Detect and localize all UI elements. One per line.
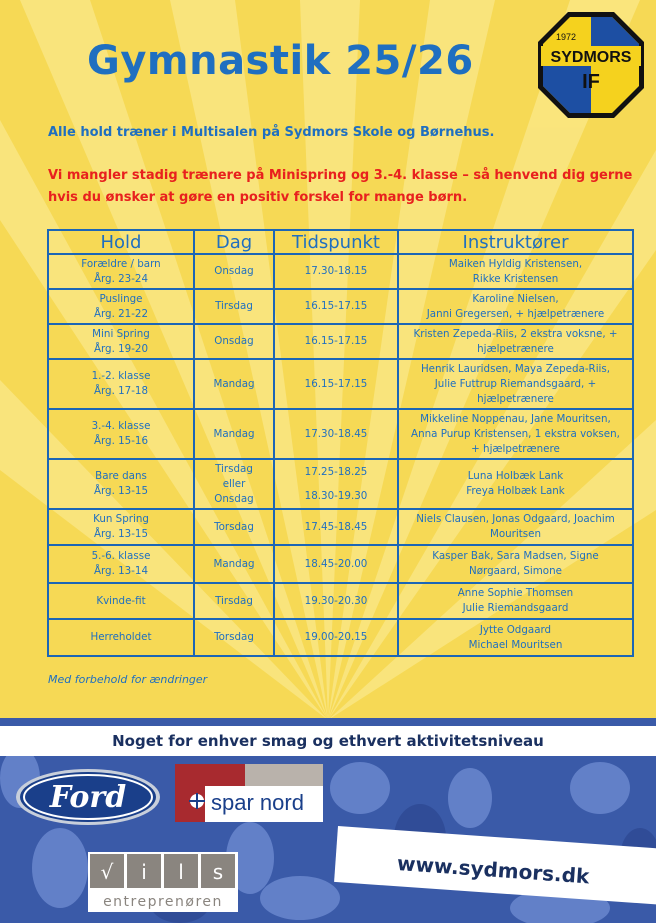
hold-line: Årg. 13-14 bbox=[93, 565, 149, 577]
tid-line: 17.45-18.45 bbox=[304, 520, 368, 533]
disclaimer: Med forbehold for ændringer bbox=[48, 673, 208, 686]
dag-line: Mandag bbox=[213, 557, 255, 570]
cell-hold bbox=[48, 545, 194, 583]
cell-hold bbox=[48, 289, 194, 324]
footer bbox=[0, 718, 656, 923]
hold-line: Årg. 17-18 bbox=[93, 385, 149, 397]
instr-line: Janni Gregersen, + hjælpetrænere bbox=[426, 307, 605, 320]
dag-line: Tirsdag bbox=[215, 462, 253, 475]
ford-logo bbox=[14, 767, 162, 827]
instr-line: Henrik Lauridsen, Maya Zepeda-Riis, bbox=[420, 362, 611, 375]
instr-line: Julie Riemandsgaard bbox=[462, 602, 569, 614]
vils-entreprenoren-logo bbox=[88, 852, 238, 912]
hold-line: 3.-4. klasse bbox=[91, 420, 151, 432]
cell-dag bbox=[194, 619, 274, 656]
cell-instr bbox=[398, 409, 633, 459]
schedule-header-row bbox=[48, 230, 633, 254]
vils-letter-2: i bbox=[141, 860, 147, 884]
cell-dag bbox=[194, 545, 274, 583]
hold-line: Herreholdet bbox=[90, 631, 152, 643]
cell-instr bbox=[398, 324, 633, 359]
instr-line: Luna Holbæk Lank bbox=[467, 470, 564, 482]
instr-line: Karoline Nielsen, bbox=[472, 292, 559, 305]
instr-line: Anna Purup Kristensen, 1 ekstra voksen, bbox=[411, 427, 620, 440]
cell-hold bbox=[48, 359, 194, 409]
hold-line: 5.-6. klasse bbox=[91, 550, 151, 562]
vils-letter-4: s bbox=[212, 860, 224, 884]
tid-line: 18.45-20.00 bbox=[304, 557, 368, 570]
instr-line: Kristen Zepeda-Riis, 2 ekstra voksne, + bbox=[413, 327, 618, 340]
hold-line: 1.-2. klasse bbox=[91, 370, 151, 382]
cell-hold bbox=[48, 324, 194, 359]
dag-line: Tirsdag bbox=[215, 300, 253, 312]
dag-line: Onsdag bbox=[214, 265, 254, 277]
dag-line: Torsdag bbox=[214, 631, 254, 643]
instr-line: hjælpetrænere bbox=[477, 342, 554, 355]
cell-instr bbox=[398, 619, 633, 656]
hold-line: Årg. 21-22 bbox=[93, 307, 149, 320]
cell-instr bbox=[398, 359, 633, 409]
cell-hold bbox=[48, 409, 194, 459]
trainer-notice: Vi mangler stadig trænere på Minispring og 3.-4. klasse – så henvend dig gerne hvis du ønsker at gøre en positiv forskel for mange børn. bbox=[48, 168, 633, 205]
cell-instr bbox=[398, 509, 633, 545]
cell-hold bbox=[48, 459, 194, 509]
cell-dag bbox=[194, 409, 274, 459]
instr-line: Freya Holbæk Lank bbox=[466, 485, 565, 497]
cell-instr bbox=[398, 254, 633, 289]
hold-line: Årg. 13-15 bbox=[93, 528, 149, 540]
cell-tid bbox=[274, 545, 398, 583]
dag-line: Onsdag bbox=[214, 492, 254, 505]
ford-logo-text: Ford bbox=[49, 780, 127, 815]
instr-line: hjælpetrænere bbox=[477, 392, 554, 405]
cell-dag bbox=[194, 459, 274, 509]
instr-line: Mouritsen bbox=[489, 528, 542, 540]
dag-line: Torsdag bbox=[214, 520, 254, 533]
tid-line: 16.15-17.15 bbox=[304, 377, 368, 390]
table-row bbox=[48, 545, 633, 583]
vils-letter-1: √ bbox=[100, 860, 114, 884]
cell-dag bbox=[194, 289, 274, 324]
intro-text: Alle hold træner i Multisalen på Sydmors Skole og Børnehus. bbox=[48, 125, 495, 140]
vils-letter-3: l bbox=[178, 860, 184, 884]
hold-line: Forældre / barn bbox=[81, 257, 161, 270]
table-row bbox=[48, 409, 633, 459]
hold-line: Puslinge bbox=[99, 292, 143, 305]
header-tidspunkt: Tidspunkt bbox=[274, 230, 398, 254]
header-instruktorer: Instruktører bbox=[398, 230, 633, 254]
instr-line: Julie Futtrup Riemandsgaard, + bbox=[434, 377, 597, 390]
cell-instr bbox=[398, 289, 633, 324]
tid-line: 16.15-17.15 bbox=[304, 335, 368, 347]
cell-tid bbox=[274, 409, 398, 459]
hold-line: Kun Spring bbox=[93, 513, 149, 525]
instr-line: Niels Clausen, Jonas Odgaard, Joachim bbox=[416, 513, 615, 525]
cell-tid bbox=[274, 324, 398, 359]
dag-line: Mandag bbox=[213, 427, 255, 440]
instr-line: Jytte Odgaard bbox=[479, 623, 552, 636]
cell-tid bbox=[274, 289, 398, 324]
table-row bbox=[48, 359, 633, 409]
cell-tid bbox=[274, 583, 398, 619]
cell-hold bbox=[48, 509, 194, 545]
table-row bbox=[48, 583, 633, 619]
instr-line: + hjælpetrænere bbox=[471, 442, 560, 455]
tid-line: 16.15-17.15 bbox=[304, 300, 368, 312]
tid-line: 17.30-18.15 bbox=[304, 265, 368, 277]
header-dag: Dag bbox=[194, 230, 274, 254]
cell-hold bbox=[48, 254, 194, 289]
hold-line: Bare dans bbox=[95, 470, 147, 482]
table-row bbox=[48, 619, 633, 656]
header-hold: Hold bbox=[48, 230, 194, 254]
hold-line: Årg. 23-24 bbox=[93, 272, 149, 285]
tid-line: 18.30-19.30 bbox=[304, 489, 368, 502]
logo-if-text: IF bbox=[582, 71, 600, 93]
instr-line: Kasper Bak, Sara Madsen, Signe bbox=[432, 550, 599, 562]
cell-hold bbox=[48, 619, 194, 656]
instr-line: Nørgaard, Simone bbox=[469, 565, 562, 577]
tid-line: 17.30-18.45 bbox=[304, 427, 368, 440]
hold-line: Kvinde-fit bbox=[96, 594, 146, 607]
instr-line: Rikke Kristensen bbox=[472, 272, 559, 285]
hold-line: Årg. 19-20 bbox=[93, 342, 149, 355]
vils-subtitle: entreprenøren bbox=[103, 894, 223, 910]
tid-line: 17.25-18.25 bbox=[304, 465, 368, 478]
instr-line: Maiken Hyldig Kristensen, bbox=[448, 257, 583, 270]
tid-line: 19.30-20.30 bbox=[304, 594, 368, 607]
dag-line: Tirsdag bbox=[215, 594, 253, 607]
time-gap bbox=[278, 480, 394, 489]
logo-name-text: SYDMORS bbox=[550, 49, 632, 66]
spar-nord-text: spar nord bbox=[211, 790, 304, 815]
table-row bbox=[48, 289, 633, 324]
hold-line: Årg. 15-16 bbox=[93, 435, 149, 447]
cell-instr bbox=[398, 583, 633, 619]
hold-line: Årg. 13-15 bbox=[93, 485, 149, 497]
table-row bbox=[48, 459, 633, 509]
table-row bbox=[48, 509, 633, 545]
cell-tid bbox=[274, 359, 398, 409]
instr-line: Mikkeline Noppenau, Jane Mouritsen, bbox=[420, 412, 611, 425]
cell-dag bbox=[194, 583, 274, 619]
hold-line: Mini Spring bbox=[92, 327, 150, 340]
cell-instr bbox=[398, 459, 633, 509]
sydmors-if-logo bbox=[536, 10, 646, 120]
schedule-table bbox=[47, 229, 634, 657]
instr-line: Michael Mouritsen bbox=[468, 638, 563, 651]
cell-dag bbox=[194, 254, 274, 289]
cell-hold bbox=[48, 583, 194, 619]
cell-tid bbox=[274, 509, 398, 545]
instr-line: Anne Sophie Thomsen bbox=[457, 587, 574, 599]
dag-line: Onsdag bbox=[214, 335, 254, 347]
tid-line: 19.00-20.15 bbox=[304, 631, 368, 643]
spar-nord-logo bbox=[175, 764, 323, 822]
dag-line: eller bbox=[222, 477, 246, 490]
logo-year-text: 1972 bbox=[555, 32, 577, 42]
cell-instr bbox=[398, 545, 633, 583]
website-link[interactable]: www.sydmors.dk bbox=[396, 851, 591, 889]
cell-dag bbox=[194, 509, 274, 545]
cell-tid bbox=[274, 254, 398, 289]
dag-line: Mandag bbox=[213, 377, 255, 390]
cell-tid bbox=[274, 459, 398, 509]
cell-tid bbox=[274, 619, 398, 656]
page-title: Gymnastik 25/26 bbox=[87, 38, 474, 84]
cell-dag bbox=[194, 359, 274, 409]
table-row bbox=[48, 254, 633, 289]
cell-dag bbox=[194, 324, 274, 359]
table-row bbox=[48, 324, 633, 359]
slogan-banner: Noget for enhver smag og ethvert aktivitetsniveau bbox=[0, 726, 656, 756]
